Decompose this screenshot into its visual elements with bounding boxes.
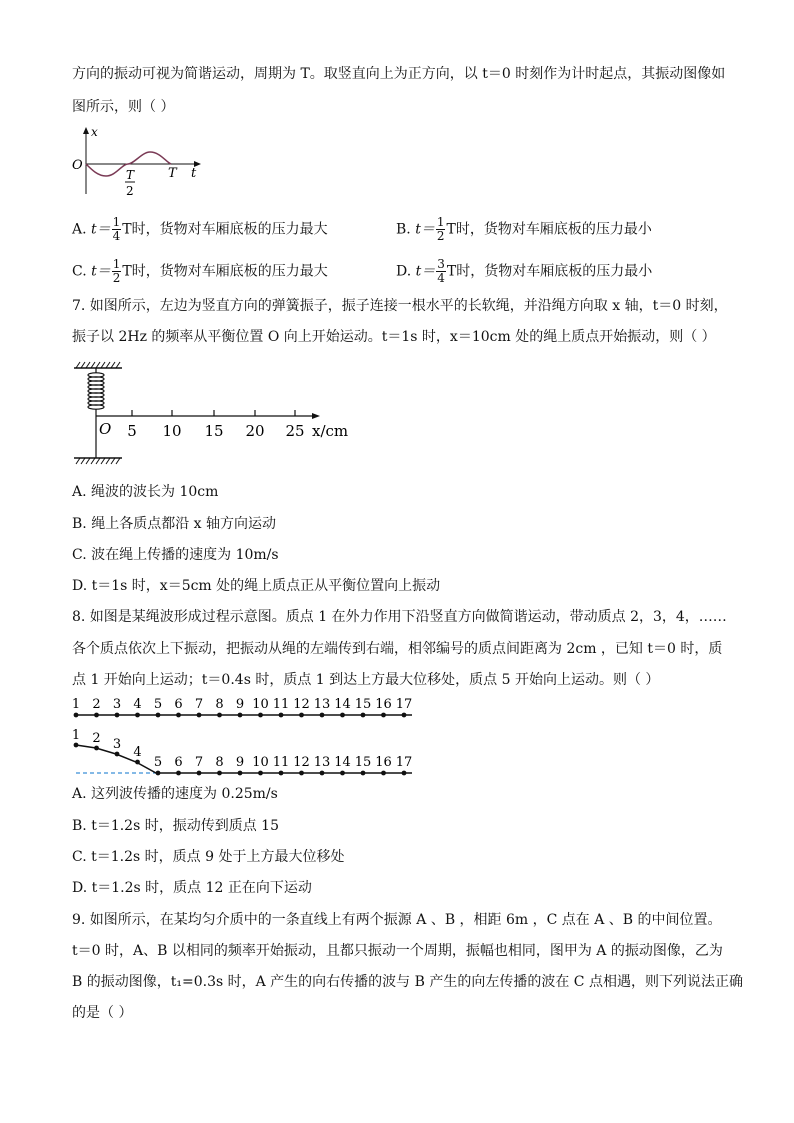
- q8-row2-label: 5: [153, 755, 163, 770]
- q7-tick-label: 10: [162, 422, 182, 440]
- q8-row2-label: 17: [395, 755, 413, 770]
- q8-row1-label: 6: [174, 697, 183, 712]
- q8-row1-particle: [279, 713, 284, 718]
- q8-row2-label: 3: [112, 737, 122, 752]
- q6-option-c[interactable]: [72, 258, 328, 285]
- q6-option-d[interactable]: [396, 258, 652, 285]
- spring: [88, 368, 104, 416]
- q8-row2-label: 8: [215, 755, 224, 770]
- q8-row1-label: 16: [375, 697, 392, 712]
- q8-row1-label: 8: [215, 697, 224, 712]
- q8-stem-line2: 各个质点依次上下振动，把振动从绳的左端传到右端，相邻编号的质点间距离为 2cm ，已知 t＝0 时，质: [72, 641, 723, 657]
- q8-row2-label: 6: [174, 755, 183, 770]
- q7-spring-rope-figure: [70, 360, 360, 466]
- q8-row2-particle: [135, 760, 140, 765]
- q8-row2-particle: [361, 771, 366, 776]
- q6-period-label: T: [168, 166, 177, 181]
- q8-row2-particle: [115, 752, 120, 757]
- q8-row1-particle: [299, 713, 304, 718]
- q9-stem-line1: 9. 如图所示，在某均匀介质中的一条直线上有两个振源 A 、B ，相距 6m ，C 点在 A 、B 的中间位置。: [72, 912, 722, 928]
- q6-stem-line2: 图所示，则（ ）: [72, 99, 175, 115]
- option-text: T时，货物对车厢底板的压力最小: [446, 263, 653, 280]
- q8-option-b[interactable]: B. t＝1.2s 时，振动传到质点 15: [72, 818, 279, 834]
- frac-den: 2: [436, 229, 445, 243]
- frac-num: 1: [112, 257, 121, 271]
- q7-tick-label: 15: [204, 422, 224, 440]
- q7-axis-label: x/cm: [312, 422, 349, 440]
- q8-row2-label: 4: [133, 745, 142, 760]
- q8-row1-label: 11: [272, 697, 290, 712]
- q8-option-d[interactable]: D. t＝1.2s 时，质点 12 正在向下运动: [72, 880, 312, 896]
- q8-row2-label: 2: [92, 731, 101, 746]
- option-text: T时，货物对车厢底板的压力最大: [122, 221, 328, 238]
- q8-row1-particle: [320, 713, 325, 718]
- q8-row2-particle: [381, 771, 386, 776]
- q7-stem-line1: 7. 如图所示，左边为竖直方向的弹簧振子，振子连接一根水平的长软绳，并沿绳方向取 x 轴，t＝0 时刻，: [72, 298, 728, 314]
- option-letter: C.: [72, 263, 87, 280]
- q8-row2-label: 13: [313, 755, 331, 770]
- q8-row1-particle: [74, 713, 79, 718]
- option-text: T时，货物对车厢底板的压力最大: [122, 263, 328, 280]
- option-letter: B.: [396, 221, 411, 238]
- frac-den: 4: [437, 271, 445, 285]
- frac-den: 2: [112, 271, 121, 285]
- q8-row2-particle: [340, 771, 345, 776]
- option-var: t＝: [91, 263, 111, 280]
- q8-row2-particle: [176, 771, 181, 776]
- q8-row1-label: 3: [112, 697, 122, 712]
- q8-row1-particle: [361, 713, 366, 718]
- q8-row2-label: 10: [252, 755, 269, 770]
- q6-half-period-num: T: [126, 168, 135, 182]
- q6-vibration-graph: [70, 124, 210, 200]
- q8-row1-label: 12: [293, 697, 310, 712]
- q8-row1-label: 10: [252, 697, 269, 712]
- q8-row1-label: 1: [71, 697, 81, 712]
- q8-row2-particle: [197, 771, 202, 776]
- q6-option-b[interactable]: [396, 216, 652, 243]
- q8-row2-label: 9: [235, 755, 245, 770]
- q6-axis-x-label: x: [91, 125, 98, 139]
- q8-row1-particle: [340, 713, 345, 718]
- q7-option-c[interactable]: C. 波在绳上传播的速度为 10m/s: [72, 547, 279, 563]
- q8-row2-label: 1: [71, 728, 81, 743]
- frac-num: 3: [437, 257, 445, 271]
- q8-row1-particle: [135, 713, 140, 718]
- q8-row1-label: 5: [153, 697, 163, 712]
- q7-tick-label: 20: [245, 422, 265, 440]
- q8-stem-line3: 点 1 开始向上运动；t＝0.4s 时，质点 1 到达上方最大位移处，质点 5 开始向上运动。则（ ）: [72, 672, 660, 688]
- q9-stem-line4: 的是（ ）: [72, 1005, 133, 1021]
- q9-stem-line3: B 的振动图像，t₁=0.3s 时，A 产生的向右传播的波与 B 产生的向左传播的波在 C 点相遇，则下列说法正确: [72, 974, 743, 990]
- option-var: t＝: [415, 263, 436, 280]
- q8-row2-particle: [258, 771, 263, 776]
- q7-option-d[interactable]: D. t＝1s 时，x＝5cm 处的绳上质点正从平衡位置向上振动: [72, 578, 441, 594]
- q8-row1-particle: [258, 713, 263, 718]
- q9-stem-line2: t＝0 时，A、B 以相同的频率开始振动，且都只振动一个周期，振幅也相同，图甲为 A 的振动图像，乙为: [72, 943, 723, 959]
- q8-row2-label: 14: [334, 755, 351, 770]
- q8-row1-label: 13: [313, 697, 331, 712]
- q8-row2-label: 7: [194, 755, 204, 770]
- q8-row2-particle: [94, 746, 99, 751]
- q8-row1-label: 17: [395, 697, 413, 712]
- option-var: t＝: [91, 221, 111, 238]
- q6-origin-label: O: [72, 158, 83, 173]
- q8-row1-label: 9: [235, 697, 245, 712]
- q7-tick-label: 25: [285, 422, 305, 440]
- q7-tick-label: 5: [127, 422, 137, 440]
- option-var: t＝: [415, 221, 435, 238]
- q8-row1-label: 4: [133, 697, 142, 712]
- q8-row2-label: 12: [293, 755, 310, 770]
- q8-row2-label: 11: [272, 755, 290, 770]
- q6-half-period-den: 2: [126, 184, 134, 198]
- q8-row2-particle: [238, 771, 243, 776]
- q8-row1-particle: [94, 713, 99, 718]
- q8-row1-particle: [402, 713, 407, 718]
- frac-num: 1: [436, 215, 445, 229]
- option-text: T时，货物对车厢底板的压力最小: [446, 221, 652, 238]
- q6-t-axis-label: t: [191, 166, 197, 181]
- option-letter: D.: [396, 263, 412, 280]
- q7-origin-label: O: [99, 420, 112, 438]
- q8-row2-particle: [402, 771, 407, 776]
- q8-row1-particle: [238, 713, 243, 718]
- q8-row2-particle: [299, 771, 304, 776]
- q8-row1-particle: [197, 713, 202, 718]
- q7-option-a[interactable]: A. 绳波的波长为 10cm: [72, 484, 219, 500]
- q8-option-a[interactable]: A. 这列波传播的速度为 0.25m/s: [72, 786, 278, 802]
- q8-stem-line1: 8. 如图是某绳波形成过程示意图。质点 1 在外力作用下沿竖直方向做简谐运动，带动质点 2，3，4，……: [72, 609, 727, 625]
- q8-option-c[interactable]: C. t＝1.2s 时，质点 9 处于上方最大位移处: [72, 849, 345, 865]
- q8-row1-particle: [115, 713, 120, 718]
- frac-num: 1: [112, 215, 121, 229]
- q8-row1-label: 2: [92, 697, 101, 712]
- q8-row2-label: 16: [375, 755, 392, 770]
- q6-option-a[interactable]: [72, 216, 328, 243]
- q7-stem-line2: 振子以 2Hz 的频率从平衡位置 O 向上开始运动。t＝1s 时，x＝10cm 处的绳上质点开始振动，则（ ）: [72, 329, 716, 345]
- q8-row1-particle: [156, 713, 161, 718]
- q8-row1-particle: [176, 713, 181, 718]
- q6-stem-line1: 方向的振动可视为简谐运动，周期为 T。取竖直向上为正方向，以 t＝0 时刻作为计时起点，其振动图像如: [72, 66, 726, 82]
- q8-row2-particle: [320, 771, 325, 776]
- q8-row2-particle: [279, 771, 284, 776]
- q8-row1-particle: [217, 713, 222, 718]
- frac-den: 4: [112, 229, 121, 243]
- q8-row2-particle: [156, 771, 161, 776]
- q8-row2-label: 15: [354, 755, 372, 770]
- q8-row1-label: 14: [334, 697, 351, 712]
- q8-row2-particle: [74, 743, 79, 748]
- q8-row1-label: 7: [194, 697, 204, 712]
- option-letter: A.: [72, 221, 87, 238]
- q8-row1-label: 15: [354, 697, 372, 712]
- q8-row2-particle: [217, 771, 222, 776]
- q7-option-b[interactable]: B. 绳上各质点都沿 x 轴方向运动: [72, 516, 276, 532]
- q8-row1-particle: [381, 713, 386, 718]
- q8-rope-wave-figure: [66, 696, 422, 780]
